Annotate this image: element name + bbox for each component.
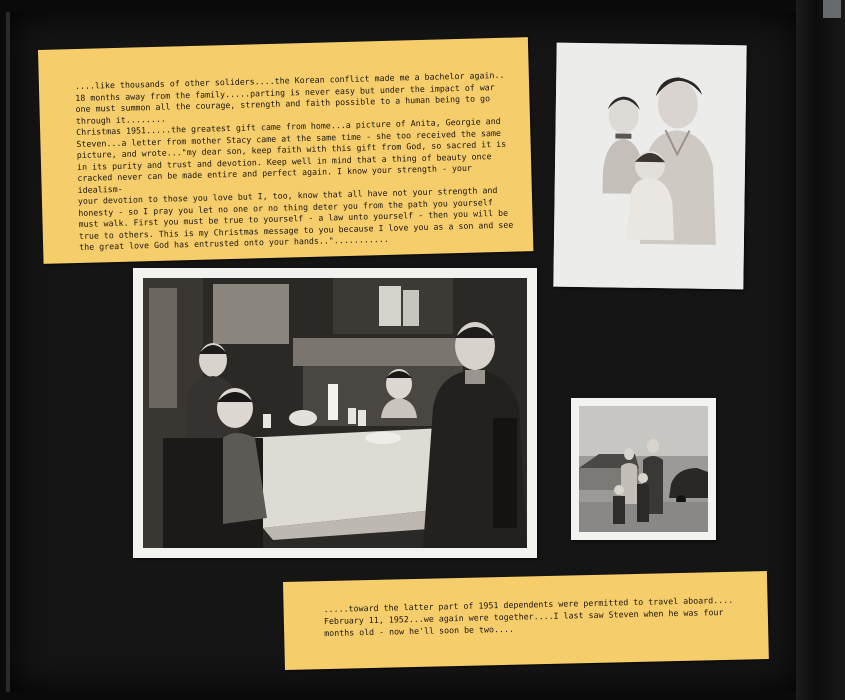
portrait-photo	[553, 43, 746, 290]
portrait-photo-image	[553, 43, 746, 290]
corner-mark	[823, 0, 841, 18]
street-family-photo	[571, 398, 716, 540]
album-page-edge	[796, 0, 845, 700]
typed-note-christmas-1951: ....like thousands of other soliders....the Korean conflict made me a bachelor again.. 18 months away from the family.....parting is never easy but under the impact of war one must summon all the courage, strength and faith possible to a human being to go through it........ Christmas 1951.....the greatest gift came from home...a picture of Anita, Georgie and Steven...a letter from mother Stacy came at the same time - she too received the same picture, and wrote..."my dear son, keep faith with this gift from God, so sacred it is in its purity and trust and devotion. Keep well in mind that a thing of beauty once cracked never can be made entire and perfect again. I know your strength - your idealism- your devotion to those you love but I, too, know that all have not your strength and honesty - so I pray you let no one or no thing deter you from the path you yourself must walk. First you must be true to yourself - a law unto yourself - then you will be true to others. This is my Christmas message to you because I love you as a son and see the great love God has entrusted onto your hands.."...........	[38, 37, 533, 264]
street-family-photo-image	[579, 406, 708, 532]
family-dinner-photo-image	[143, 278, 527, 548]
typed-note-reunion-1952: .....toward the latter part of 1951 dependents were permitted to travel aboard.... February 11, 1952...we again were together....I last saw Steven when he was four months old - now he'll soon be two....	[283, 571, 769, 670]
family-dinner-photo	[133, 268, 537, 558]
